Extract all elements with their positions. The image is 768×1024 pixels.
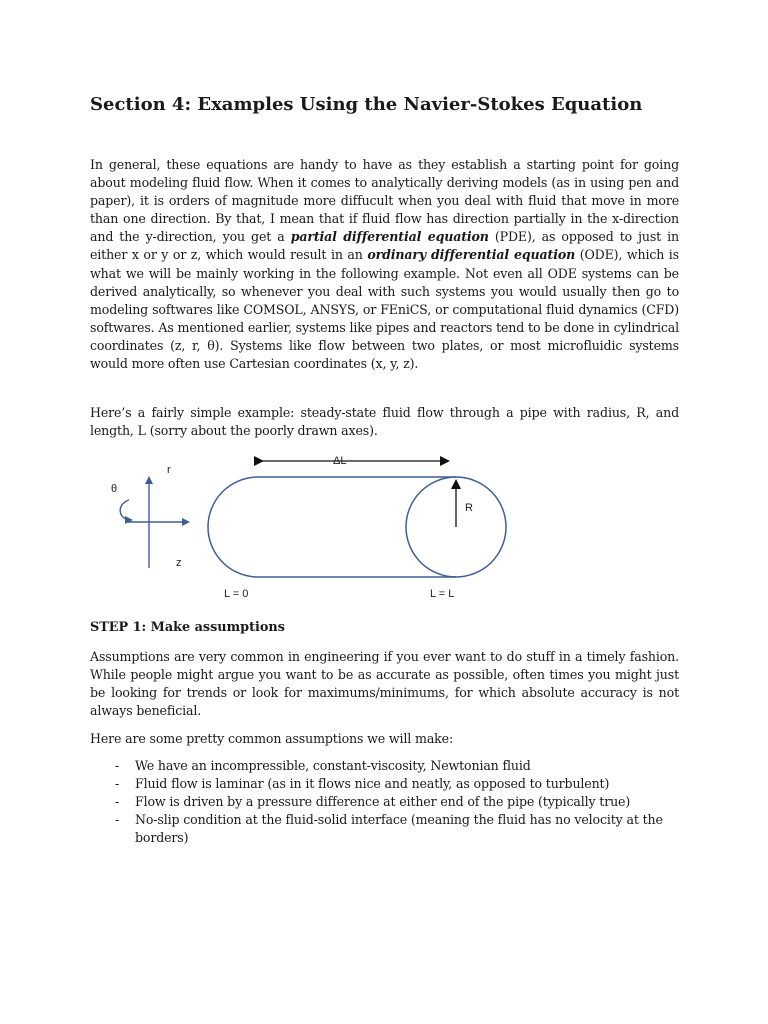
list-item <box>90 775 679 793</box>
list-item-text: No-slip condition at the fluid-solid interface (meaning the fluid has no velocity at the borders) <box>135 812 663 846</box>
pde-term: partial differential equation <box>290 229 489 245</box>
start-position-label: L = 0 <box>224 588 249 600</box>
list-item <box>90 793 679 811</box>
bullet-dash: - <box>115 776 120 792</box>
assumptions-paragraph: Assumptions are very common in engineering if you ever want to do stuff in a timely fashion. While people might argue you want to be as accurate as possible, often times you might just be looking for trends or look for maximums/minimums, for which absolute accuracy is not always beneficial. <box>90 649 679 719</box>
example-intro-paragraph: Here’s a fairly simple example: steady-state fluid flow through a pipe with radius, R, and length, L (sorry about the poorly drawn axes). <box>90 405 679 439</box>
list-item <box>90 757 679 775</box>
list-item <box>90 811 679 847</box>
end-position-label: L = L <box>430 588 455 600</box>
intro-text-2: (PDE), as opposed to just in either x or y or z, which would result in an <box>90 229 679 263</box>
z-axis-label: z <box>176 557 182 569</box>
intro-paragraph <box>90 156 679 373</box>
bullet-dash: - <box>115 794 120 810</box>
bullet-dash: - <box>115 812 120 828</box>
pipe-outline <box>208 477 456 577</box>
intro-text-1: In general, these equations are handy to have as they establish a starting point for going about modeling fluid flow. When it comes to analytically deriving models (as in using pen and paper), it is orders of magnitude more diffucult when you deal with fluid that move in more than one direction. By that, I mean that if fluid flow has direction partially in the x-direction and the y-direction, you get a <box>90 157 679 245</box>
list-item-text: Flow is driven by a pressure difference at either end of the pipe (typically true) <box>135 794 631 810</box>
theta-rotation-arrow <box>120 500 131 520</box>
section-title: Section 4: Examples Using the Navier-Stokes Equation <box>90 94 643 115</box>
r-axis-label: r <box>167 464 171 476</box>
list-item-text: We have an incompressible, constant-viscosity, Newtonian fluid <box>135 758 531 773</box>
intro-text-3: (ODE), which is what we will be mainly working in the following example. Not even all ODE systems can be derived analytically, so whenever you deal with such systems you would usually then go to modeling softwares like COMSOL, ANSYS, or FEniCS, or computational fluid dynamics (CFD) softwares. As mentioned earlier, systems like pipes and reactors tend to be done in cylindrical coordinates (z, r, θ). Systems like flow between two plates, or most microfluidic systems would more often use Cartesian coordinates (x, y, z). <box>90 247 679 372</box>
ode-term: ordinary differential equation <box>367 247 576 263</box>
step1-heading: STEP 1: Make assumptions <box>90 620 285 635</box>
assumptions-intro: Here are some pretty common assumptions we will make: <box>90 731 454 746</box>
coordinate-axes <box>120 478 188 568</box>
pipe-diagram <box>0 440 768 610</box>
assumptions-list <box>90 757 679 847</box>
list-item-text: Fluid flow is laminar (as in it flows nice and neatly, as opposed to turbulent) <box>135 776 610 792</box>
radius-label: R <box>465 502 473 514</box>
bullet-dash: - <box>115 758 120 773</box>
theta-label: θ <box>111 483 118 495</box>
length-label: ΔL <box>333 455 347 467</box>
